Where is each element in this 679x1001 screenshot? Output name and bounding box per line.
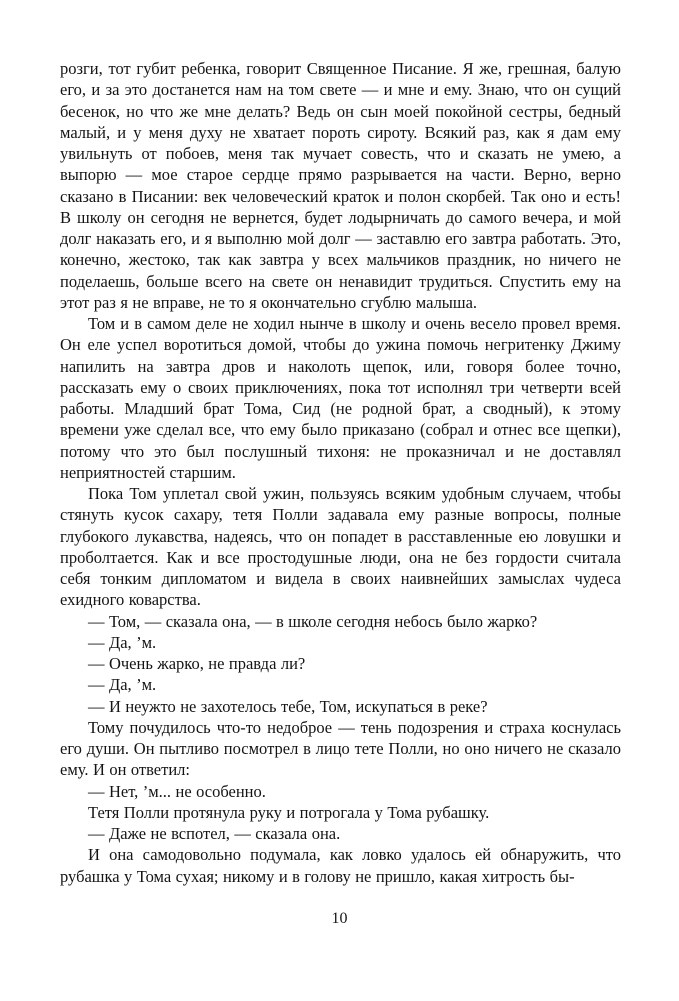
- dialogue-line: — Нет, ’м... не особенно.: [88, 781, 266, 801]
- paragraph: Пока Том уплетал свой ужин, пользуясь всяким удобным случаем, чтобы стянуть кусок сахару, тетя Полли задавала ему разные вопросы, полные глубокого лукавства, надеясь, что он попадет в расставленные ею ловушки и проболтается. Как и все простодушные люди, она не без гордости считала себя тонким дипломатом и видела в своих наивнейших замыслах чудеса ехидного коварства.: [60, 484, 621, 610]
- paragraph: И она самодовольно подумала, как ловко удалось ей обнаружить, что рубашка у Тома сухая; никому и в голову не пришло, какая хитрость бы-: [60, 845, 621, 886]
- page-text: [60, 58, 621, 887]
- paragraph: Тому почудилось что-то недоброе — тень подозрения и страха коснулась его души. Он пытливо посмотрел в лицо тете Полли, но оно ничего не сказало ему. И он ответил:: [60, 717, 621, 780]
- dialogue-line: — Том, — сказала она, — в школе сегодня небось было жарко?: [88, 611, 538, 631]
- page-number: 10: [331, 910, 348, 927]
- paragraph: Том и в самом деле не ходил нынче в школу и очень весело провел время. Он еле успел воротиться домой, чтобы до ужина помочь негритенку Джиму напилить на завтра дров и наколоть щепок, или, говоря более точно, рассказать ему о своих приключениях, пока тот исполнял три четверти всей работы. Младший брат Тома, Сид (не родной брат, а сводный), к этому времени уже сделал все, что ему было приказано (собрал и отнес все щепки), потому что это был послушный тихоня: не проказничал и не доставлял неприятностей старшим.: [60, 314, 621, 482]
- dialogue-line: — Да, ’м.: [88, 632, 157, 652]
- dialogue-line: — И неужто не захотелось тебе, Том, искупаться в реке?: [88, 696, 488, 716]
- paragraph: Тетя Полли протянула руку и потрогала у Тома рубашку.: [88, 802, 490, 822]
- dialogue-line: — Даже не вспотел, — сказала она.: [88, 824, 341, 843]
- dialogue-line: — Очень жарко, не правда ли?: [88, 654, 306, 673]
- dialogue-line: — Да, ’м.: [88, 675, 157, 695]
- paragraph-continuation: розги, тот губит ребенка, говорит Священное Писание. Я же, грешная, балую его, и за это достанется нам на том свете — и мне и ему. Знаю, что он сущий бесенок, но что же мне делать? Ведь он сын моей покойной сестры, бедный малый, и у меня духу не хватает пороть сироту. Всякий раз, как я дам ему увильнуть от побоев, меня так мучает совесть, что и сказать не умею, а выпорю — мое старое сердце прямо разрывается на части. Верно, верно сказано в Писании: век человеческий краток и полон скорбей. Так оно и есть! В школу он сегодня не вернется, будет лодырничать до самого вечера, и мой долг наказать его, и я выполню мой долг — заставлю его завтра работать. Это, конечно, жестоко, так как завтра у всех мальчиков праздник, но ничего не поделаешь, больше всего на свете он ненавидит трудиться. Спустить ему на этот раз я не вправе, не то я окончательно сгублю малыша.: [60, 59, 621, 312]
